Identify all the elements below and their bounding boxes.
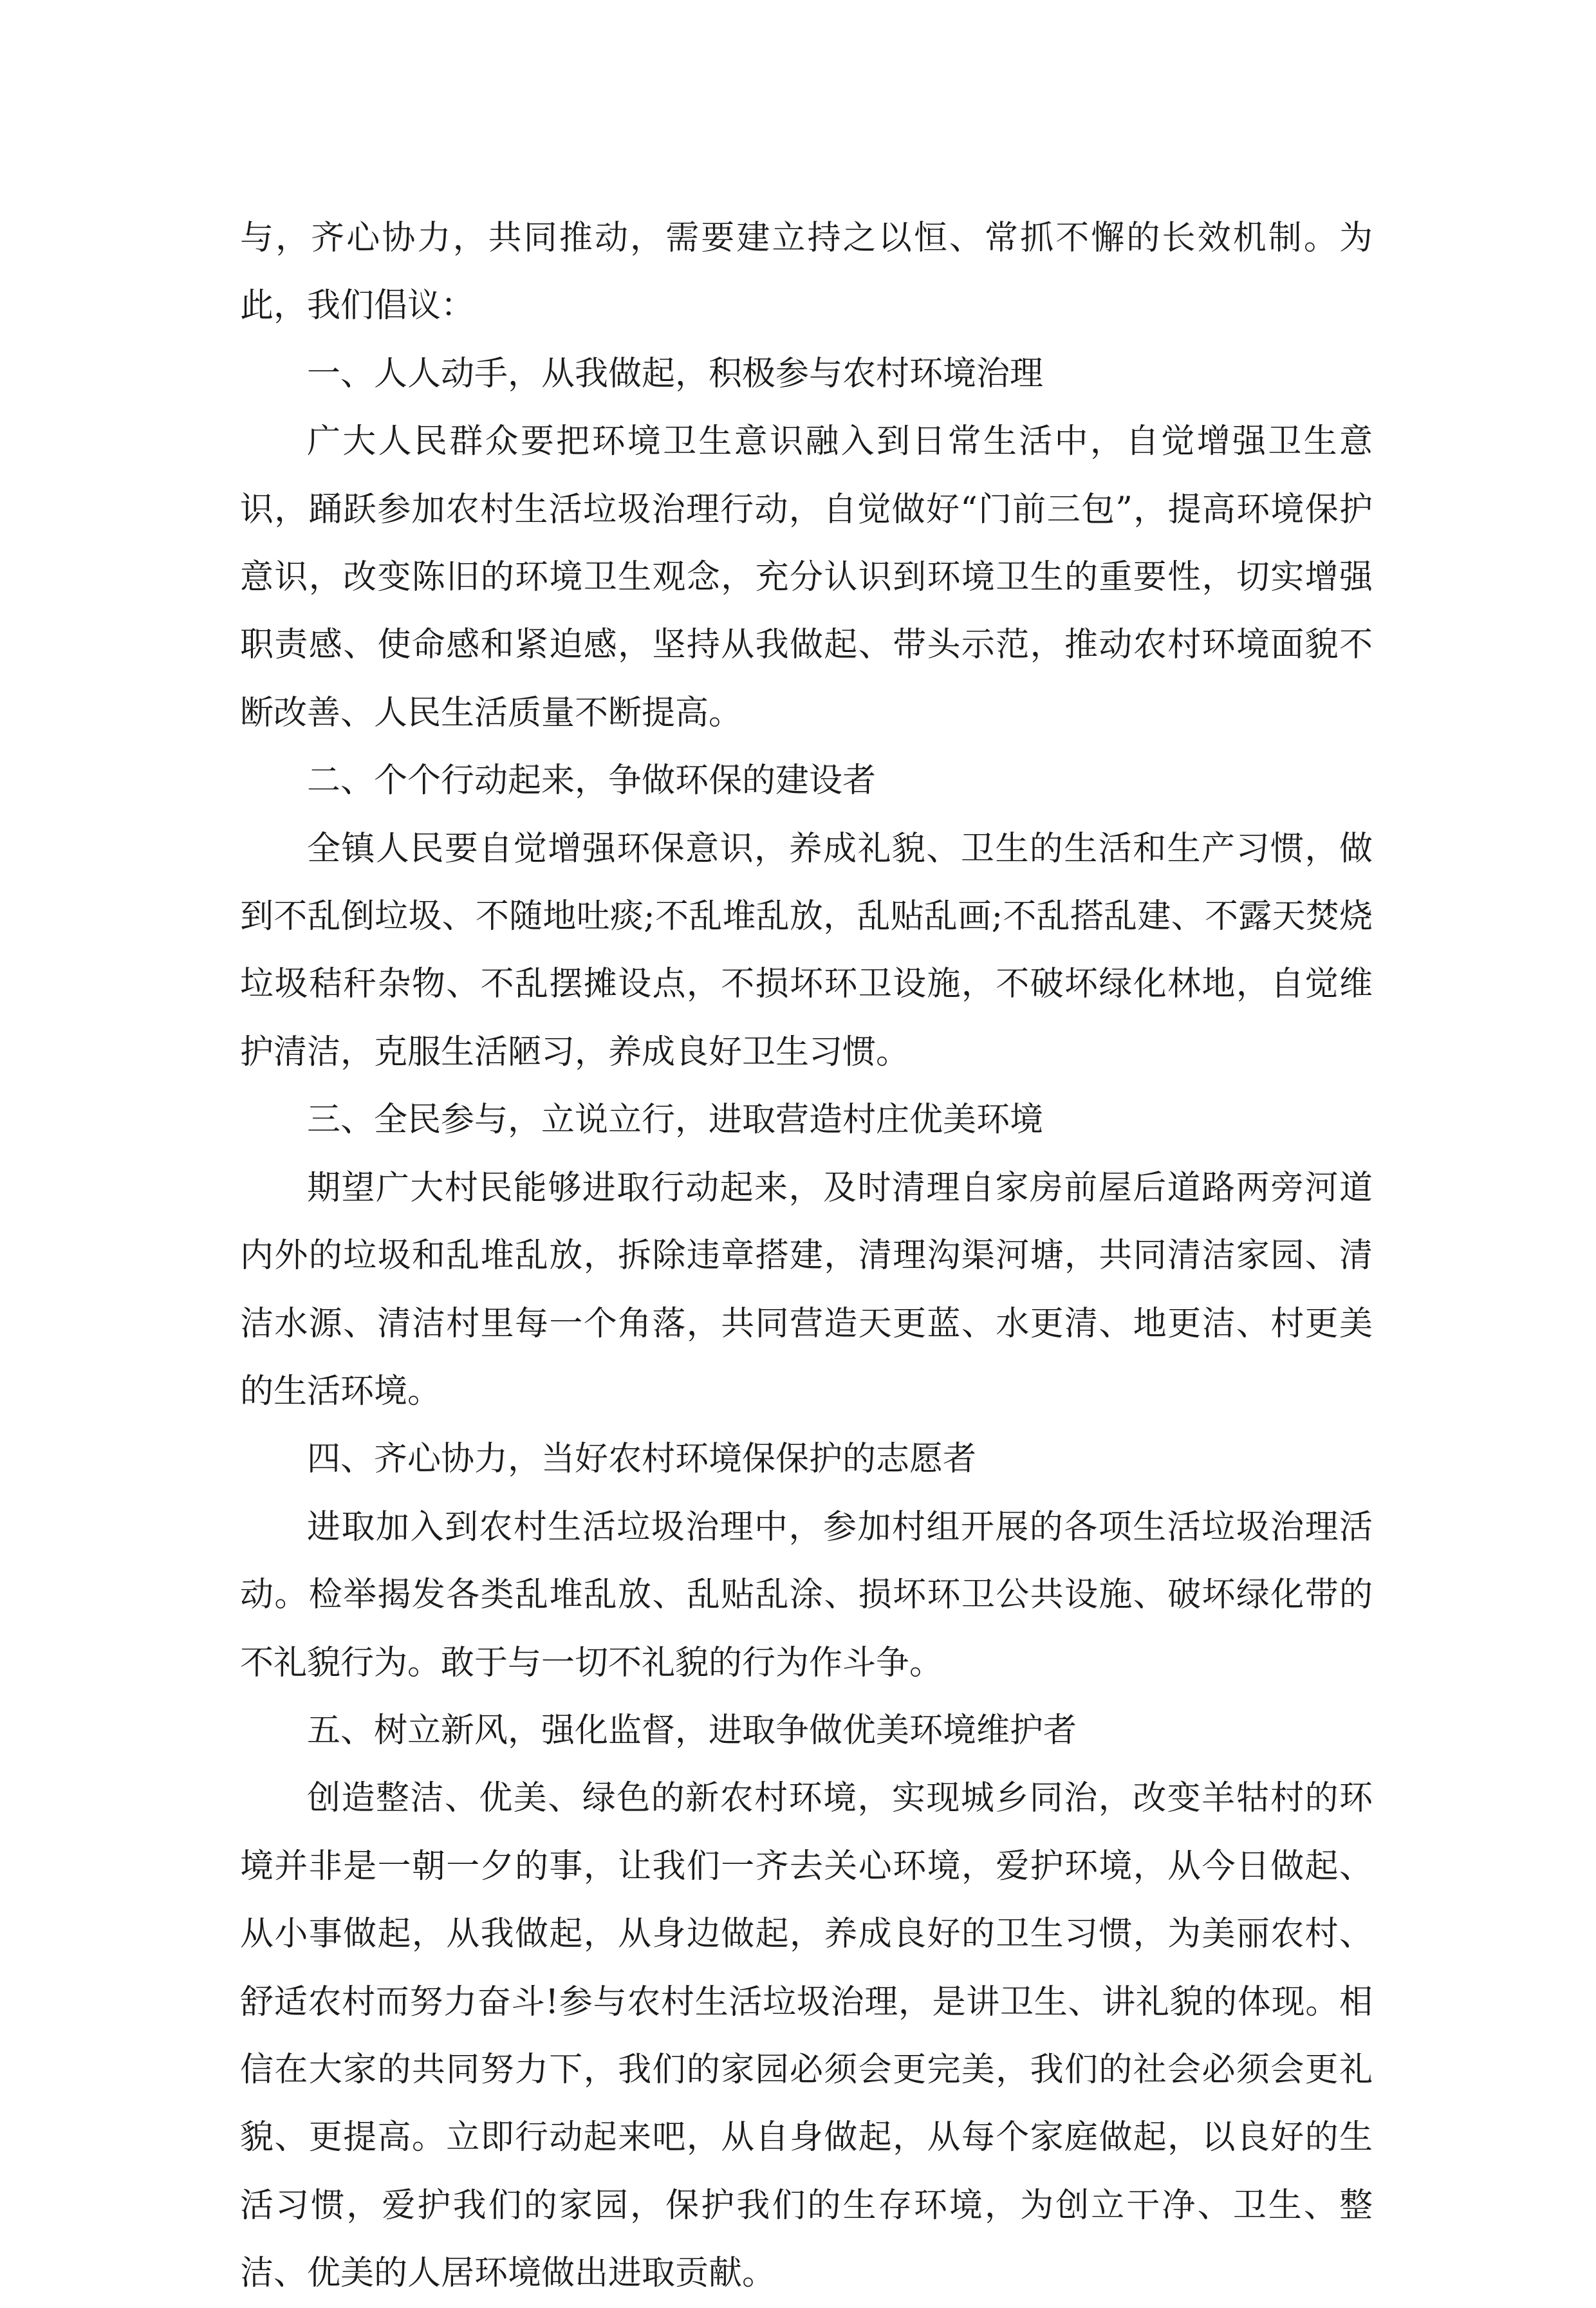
section-4-heading: 四、齐心协力，当好农村环境保保护的志愿者 (307, 1440, 977, 1479)
section-5-heading: 五、树立新风，强化监督，进取争做优美环境维护者 (307, 1711, 1077, 1750)
section-4-body: 进取加入到农村生活垃圾治理中，参加村组开展的各项生活垃圾治理活动。检举揭发各类乱堆乱放、乱贴乱涂、损坏环卫公共设施、破坏绿化带的不礼貌行为。敢于与一切不礼貌的行为作斗争。 (240, 1507, 1373, 1682)
section-2-heading: 二、个个行动起来，争做环保的建设者 (307, 761, 877, 801)
section-1-body: 广大人民群众要把环境卫生意识融入到日常生活中，自觉增强卫生意识，踊跃参加农村生活垃圾治理行动，自觉做好“门前三包”，提高环境保护意识，改变陈旧的环境卫生观念，充分认识到环境卫生的重要性，切实增强职责感、使命感和紧迫感，坚持从我做起、带头示范，推动农村环境面貌不断改善、人民生活质量不断提高。 (240, 422, 1373, 732)
opening-paragraph: 与，齐心协力，共同推动，需要建立持之以恒、常抓不懈的长效机制。为此，我们倡议： (240, 219, 1373, 326)
document-body (240, 205, 1373, 2308)
section-1-heading: 一、人人动手，从我做起，积极参与农村环境治理 (307, 354, 1044, 393)
section-3-heading: 三、全民参与，立说立行，进取营造村庄优美环境 (307, 1101, 1044, 1140)
section-2-body: 全镇人民要自觉增强环保意识，养成礼貌、卫生的生活和生产习惯，做到不乱倒垃圾、不随地吐痰;不乱堆乱放，乱贴乱画;不乱搭乱建、不露天焚烧垃圾秸秆杂物、不乱摆摊设点，不损坏环卫设施，不破坏绿化林地，自觉维护清洁，克服生活陋习，养成良好卫生习惯。 (240, 829, 1373, 1072)
section-5-body: 创造整洁、优美、绿色的新农村环境，实现城乡同治，改变羊牯村的环境并非是一朝一夕的事，让我们一齐去关心环境，爱护环境，从今日做起、从小事做起，从我做起，从身边做起，养成良好的卫生习惯，为美丽农村、舒适农村而努力奋斗!参与农村生活垃圾治理，是讲卫生、讲礼貌的体现。相信在大家的共同努力下，我们的家园必须会更完美，我们的社会必须会更礼貌、更提高。立即行动起来吧，从自身做起，从每个家庭做起，以良好的生活习惯，爱护我们的家园，保护我们的生存环境，为创立干净、卫生、整洁、优美的人居环境做出进取贡献。 (240, 1779, 1373, 2293)
section-3-body: 期望广大村民能够进取行动起来，及时清理自家房前屋后道路两旁河道内外的垃圾和乱堆乱放，拆除违章搭建，清理沟渠河塘，共同清洁家园、清洁水源、清洁村里每一个角落，共同营造天更蓝、水更清、地更洁、村更美的生活环境。 (240, 1168, 1373, 1411)
